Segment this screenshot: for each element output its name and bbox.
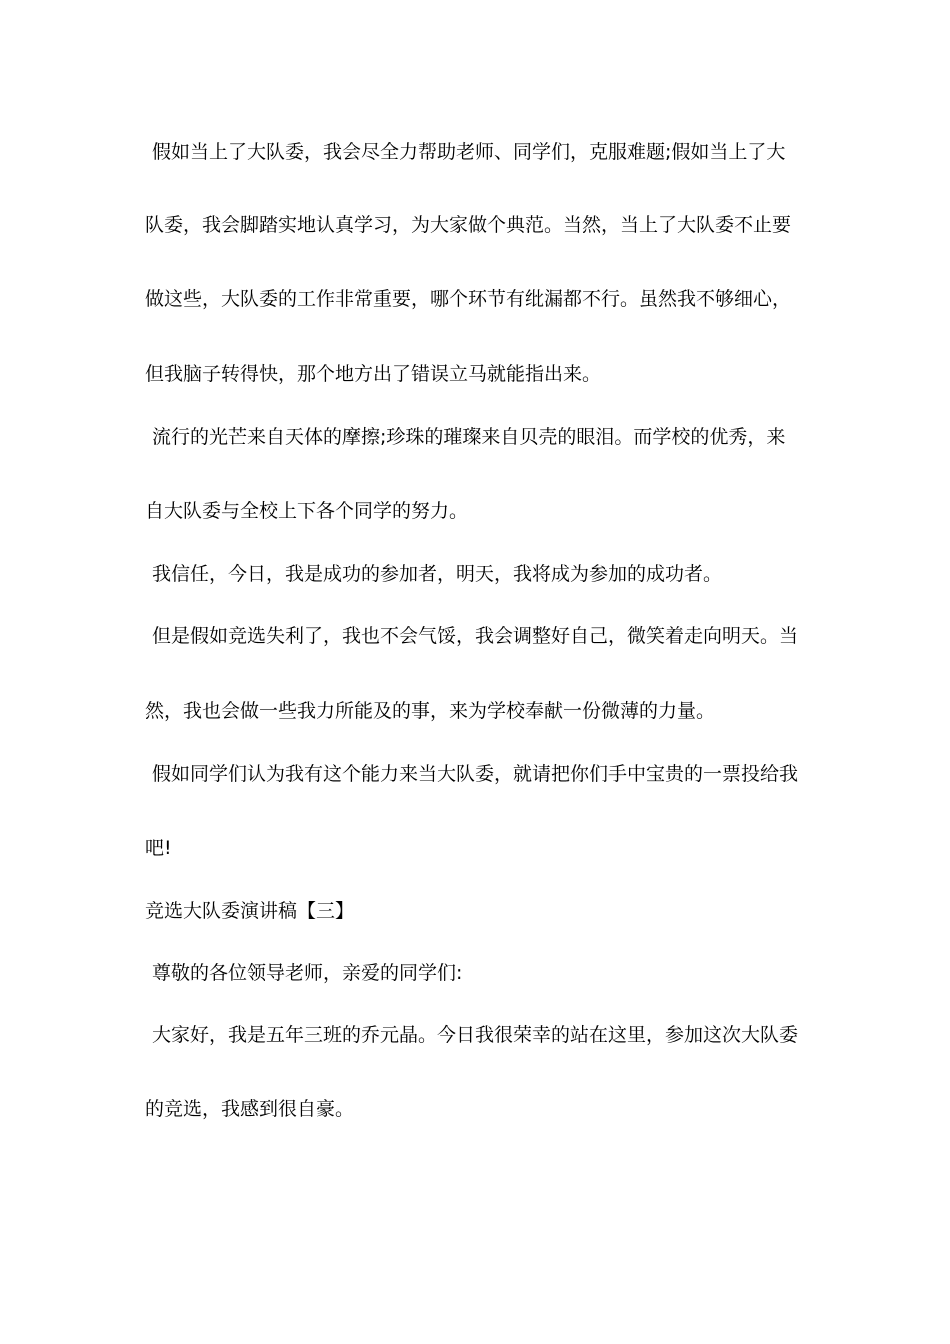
paragraph-6-line-2: 的竞选，我感到很自豪。 [145,1098,355,1120]
paragraph-2-line-2: 自大队委与全校上下各个同学的努力。 [145,500,469,522]
paragraph-1-line-1: 假如当上了大队委，我会尽全力帮助老师、同学们，克服难题;假如当上了大 [152,141,786,163]
paragraph-3-line-1: 我信任，今日，我是成功的参加者，明天，我将成为参加的成功者。 [152,563,723,585]
paragraph-1-line-2: 队委，我会脚踏实地认真学习，为大家做个典范。当然，当上了大队委不止要 [145,214,792,236]
paragraph-5-line-1: 假如同学们认为我有这个能力来当大队委，就请把你们手中宝贵的一票投给我 [152,763,799,785]
paragraph-1-line-3: 做这些，大队委的工作非常重要，哪个环节有纰漏都不行。虽然我不够细心， [145,288,792,310]
section-heading: 竞选大队委演讲稿【三】 [145,900,355,922]
paragraph-6-line-1: 大家好，我是五年三班的乔元晶。今日我很荣幸的站在这里，参加这次大队委 [152,1024,799,1046]
paragraph-4-line-1: 但是假如竞选失利了，我也不会气馁，我会调整好自己，微笑着走向明天。当 [152,625,799,647]
paragraph-2-line-1: 流行的光芒来自天体的摩擦;珍珠的璀璨来自贝壳的眼泪。而学校的优秀，来 [152,426,786,448]
paragraph-4-line-2: 然，我也会做一些我力所能及的事，来为学校奉献一份微薄的力量。 [145,700,716,722]
paragraph-5-line-2: 吧! [145,837,172,859]
paragraph-1-line-4: 但我脑子转得快，那个地方出了错误立马就能指出来。 [145,363,602,385]
salutation: 尊敬的各位领导老师，亲爱的同学们: [152,962,463,984]
